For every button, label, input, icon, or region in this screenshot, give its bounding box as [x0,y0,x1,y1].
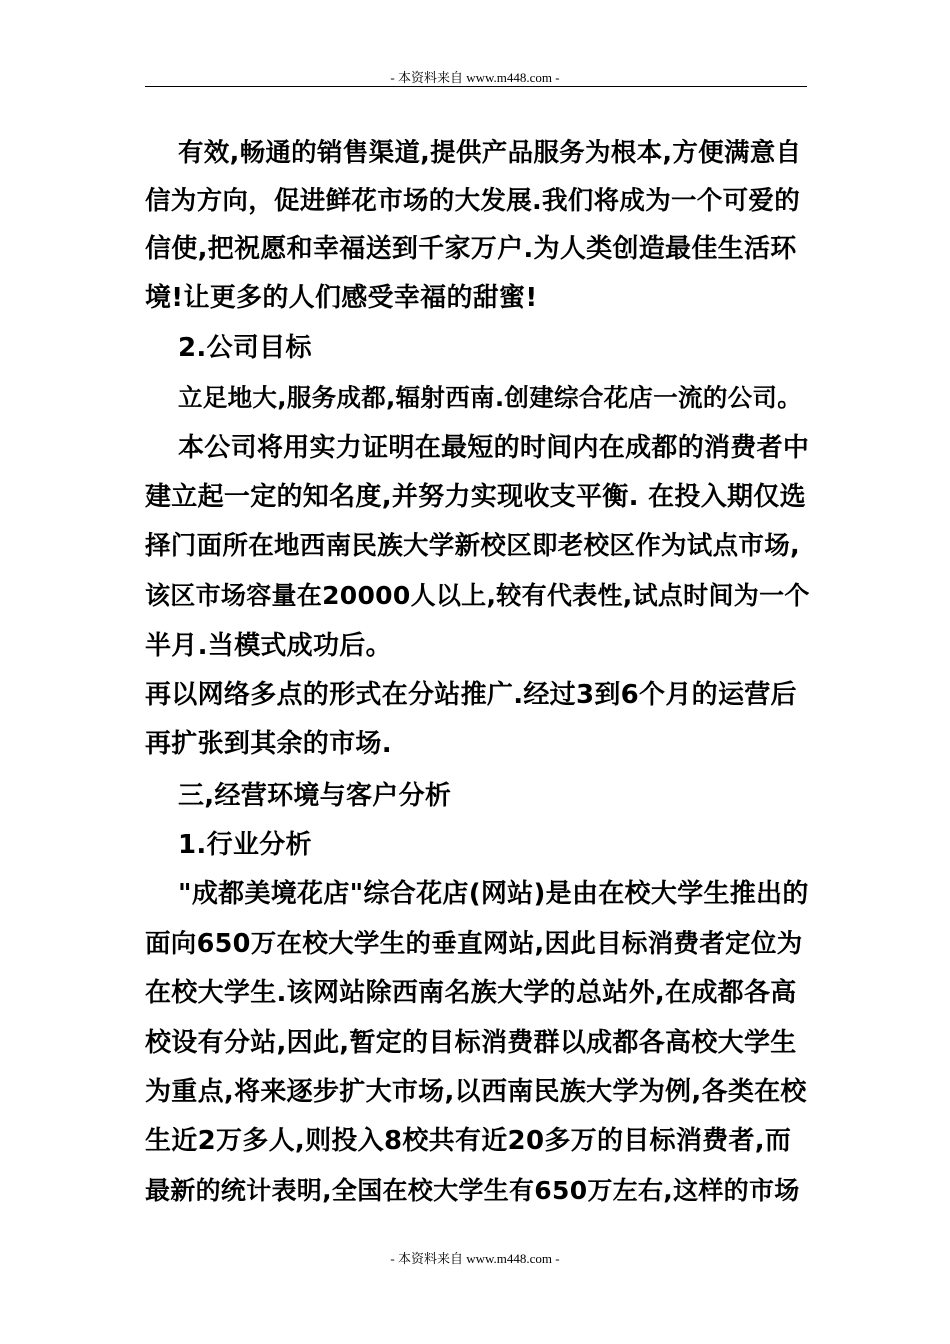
paragraph-line: 本公司将用实力证明在最短的时间内在成都的消费者中 [178,433,810,463]
paragraph-line: 最新的统计表明,全国在校大学生有650万左右,这样的市场 [145,1176,800,1205]
paragraph-line: 该区市场容量在20000人以上,较有代表性,试点时间为一个 [145,581,810,610]
paragraph-line: 生近2万多人,则投入8校共有近20多万的目标消费者,而 [145,1126,792,1156]
paragraph-line: 有效,畅通的销售渠道,提供产品服务为根本,方便满意自 [178,138,802,168]
paragraph-line: 境!让更多的人们感受幸福的甜蜜! [145,283,538,313]
paragraph-line: 再以网络多点的形式在分站推广.经过3到6个月的运营后 [145,680,797,710]
paragraph-line: 建立起一定的知名度,并努力实现收支平衡. 在投入期仅选 [145,482,806,512]
paragraph-line: 择门面所在地西南民族大学新校区即老校区作为试点市场, [145,531,800,561]
paragraph-line: 信使,把祝愿和幸福送到千家万户.为人类创造最佳生活环 [145,234,797,264]
paragraph-line: 立足地大,服务成都,辐射西南.创建综合花店一流的公司。 [178,383,803,412]
page-header: - 本资料来自 www.m448.com - [390,70,560,85]
section-heading: 1.行业分析 [178,830,312,860]
paragraph-line: "成都美境花店"综合花店(网站)是由在校大学生推出的 [178,879,809,909]
header-rule [145,86,807,87]
page-footer: - 本资料来自 www.m448.com - [390,1251,560,1266]
paragraph-line: 为重点,将来逐步扩大市场,以西南民族大学为例,各类在校 [145,1077,807,1107]
paragraph-line: 再扩张到其余的市场. [145,729,392,759]
paragraph-line: 信为方向，促进鲜花市场的大发展.我们将成为一个可爱的 [145,186,800,216]
section-heading: 2.公司目标 [178,333,312,363]
section-heading: 三,经营环境与客户分析 [178,781,452,811]
paragraph-line: 校设有分站,因此,暂定的目标消费群以成都各高校大学生 [145,1028,797,1058]
paragraph-line: 在校大学生.该网站除西南名族大学的总站外,在成都各高 [145,978,797,1008]
paragraph-line: 面向650万在校大学生的垂直网站,因此目标消费者定位为 [145,929,803,959]
paragraph-line: 半月.当模式成功后。 [145,631,392,661]
